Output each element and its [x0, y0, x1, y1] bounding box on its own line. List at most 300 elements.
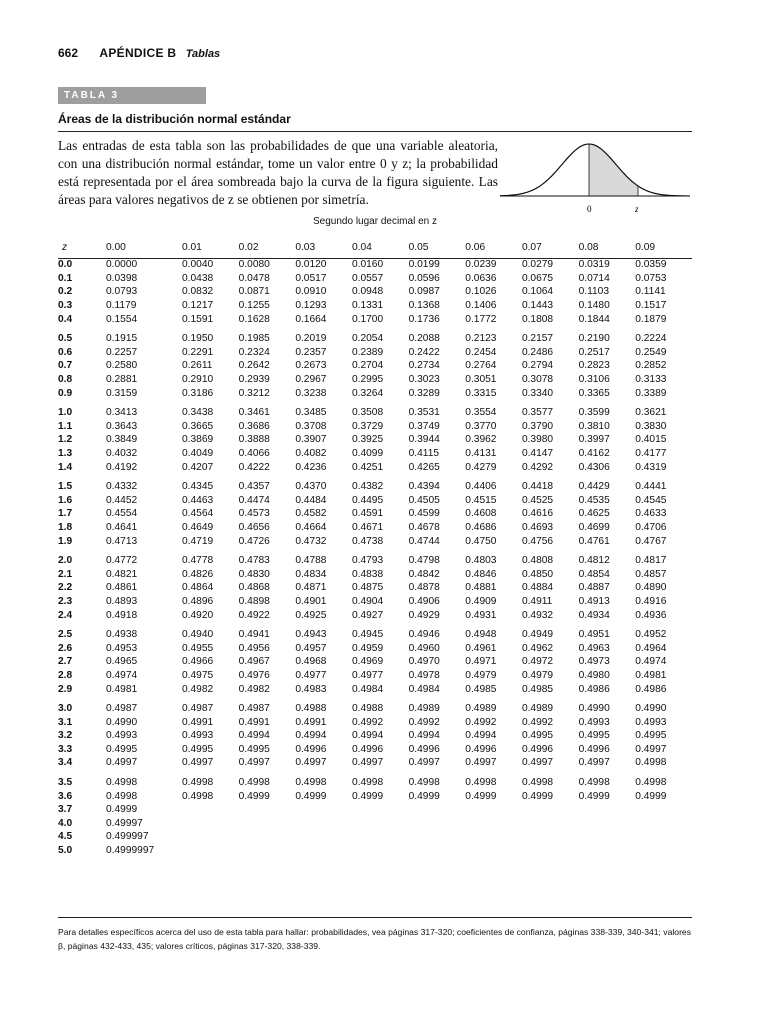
table-cell: 0.4979	[465, 669, 497, 681]
z-value: 2.1	[58, 568, 73, 580]
table-cell: 0.4066	[238, 448, 270, 460]
table-cell: 0.4983	[295, 683, 327, 695]
table-cell: 0.2291	[182, 346, 214, 358]
table-row	[58, 595, 692, 609]
table-cell	[522, 844, 579, 858]
table-cell: 0.4599	[408, 508, 440, 520]
label-z: z	[635, 204, 639, 214]
table-cell: 0.4222	[238, 461, 270, 473]
table-cell: 0.4881	[465, 582, 497, 594]
table-cell: 0.4319	[635, 461, 667, 473]
table-cell	[465, 803, 522, 817]
table-row	[58, 420, 692, 434]
table-cell: 0.0596	[408, 272, 440, 284]
table-cell: 0.3212	[238, 387, 270, 399]
table-cell: 0.4162	[578, 448, 610, 460]
table-cell: 0.4573	[238, 508, 270, 520]
table-cell: 0.0987	[408, 286, 440, 298]
table-cell: 0.4956	[238, 642, 270, 654]
z-value: 2.4	[58, 609, 73, 621]
table-cell: 0.4982	[182, 683, 214, 695]
table-cell: 0.3023	[408, 374, 440, 386]
table-cell: 0.4941	[238, 629, 270, 641]
table-cell: 0.4936	[635, 609, 667, 621]
z-value: 1.8	[58, 521, 73, 533]
table-cell: 0.3665	[182, 420, 214, 432]
table-row	[58, 359, 692, 373]
z-value: 0.4	[58, 313, 73, 325]
table-cell: 0.4931	[465, 609, 497, 621]
table-cell: 0.4995	[106, 743, 138, 755]
table-cell: 0.499997	[106, 831, 149, 843]
table-cell: 0.4978	[408, 669, 440, 681]
table-cell: 0.3238	[295, 387, 327, 399]
z-value: 3.7	[58, 804, 73, 816]
z-value: 1.2	[58, 434, 73, 446]
table-cell: 0.1772	[465, 313, 497, 325]
table-cell: 0.4778	[182, 555, 214, 567]
table-cell: 0.3888	[238, 434, 270, 446]
table-cell: 0.4515	[465, 494, 497, 506]
table-cell: 0.3869	[182, 434, 214, 446]
table-row	[58, 789, 692, 803]
table-cell: 0.4192	[106, 461, 138, 473]
table-cell: 0.4996	[408, 743, 440, 755]
table-cell: 0.1179	[106, 300, 137, 312]
table-row	[58, 655, 692, 669]
z-value: 3.3	[58, 743, 73, 755]
table-cell: 0.4993	[635, 716, 667, 728]
table-cell: 0.4830	[238, 568, 270, 580]
table-cell: 0.4484	[295, 494, 327, 506]
table-cell	[352, 817, 409, 831]
table-cell: 0.4686	[465, 521, 497, 533]
table-cell: 0.3389	[635, 387, 667, 399]
table-cell: 0.2324	[238, 346, 270, 358]
table-cell: 0.4015	[635, 434, 667, 446]
table-cell: 0.4997	[465, 757, 497, 769]
table-cell: 0.1255	[238, 300, 270, 312]
table-cell: 0.4418	[521, 481, 554, 493]
table-cell: 0.1293	[295, 300, 327, 312]
table-cell: 0.4997	[238, 757, 270, 769]
table-cell	[352, 830, 409, 844]
table-cell: 0.4441	[635, 481, 667, 493]
table-cell: 0.0675	[521, 272, 554, 284]
z-column-header: z	[62, 241, 68, 253]
table-cell: 0.1064	[521, 286, 554, 298]
table-cell: 0.4997	[351, 757, 384, 769]
table-cell: 0.4236	[295, 461, 327, 473]
table-cell: 0.0279	[521, 259, 554, 271]
table-cell	[182, 830, 239, 844]
table-cell: 0.4964	[635, 642, 667, 654]
table-cell: 0.3749	[408, 420, 440, 432]
z-value: 1.5	[58, 481, 73, 493]
table-cell: 0.0793	[106, 286, 138, 298]
table-cell: 0.1808	[521, 313, 554, 325]
table-cell	[579, 830, 636, 844]
table-cell: 0.0080	[238, 259, 270, 271]
section-title: APÉNDICE B	[99, 46, 177, 60]
z-value: 3.2	[58, 730, 73, 742]
z-value: 0.6	[58, 346, 73, 358]
table-cell	[182, 817, 239, 831]
table-cell: 0.4649	[182, 521, 214, 533]
table-cell: 0.4986	[635, 683, 667, 695]
table-cell: 0.2257	[106, 346, 138, 358]
z-value: 1.7	[58, 508, 73, 520]
table-cell	[239, 817, 296, 831]
table-cell: 0.4927	[351, 609, 384, 621]
table-cell: 0.1736	[408, 313, 440, 325]
table-cell: 0.4998	[106, 790, 138, 802]
table-cell: 0.4999	[521, 790, 554, 802]
table-cell: 0.4767	[635, 535, 667, 547]
table-cell: 0.0636	[465, 272, 497, 284]
table-cell: 0.2389	[351, 346, 384, 358]
table-cell: 0.4999	[295, 790, 327, 802]
table-cell: 0.2794	[521, 360, 554, 372]
table-cell: 0.0000	[106, 259, 138, 271]
table-cell: 0.4756	[521, 535, 554, 547]
table-cell: 0.4726	[238, 535, 270, 547]
table-cell: 0.4996	[351, 743, 384, 755]
table-row	[58, 682, 692, 696]
table-cell: 0.2549	[635, 346, 667, 358]
table-cell: 0.4582	[295, 508, 327, 520]
table-cell: 0.4940	[182, 629, 214, 641]
header-rule	[58, 258, 692, 259]
table-cell: 0.3461	[238, 407, 270, 419]
table-cell	[635, 844, 692, 858]
table-row	[58, 521, 692, 535]
table-cell: 0.4946	[408, 629, 440, 641]
table-cell: 0.2454	[465, 346, 497, 358]
table-cell: 0.4984	[408, 683, 440, 695]
table-cell: 0.4884	[521, 582, 554, 594]
table-cell: 0.3729	[351, 420, 384, 432]
table-cell: 0.4987	[182, 703, 214, 715]
table-cell: 0.4943	[295, 629, 327, 641]
table-cell: 0.2734	[408, 360, 440, 372]
table-cell: 0.4992	[465, 716, 497, 728]
table-cell: 0.4999	[408, 790, 440, 802]
z-value: 1.1	[58, 420, 73, 432]
table-row	[58, 272, 692, 286]
table-cell: 0.4906	[408, 595, 440, 607]
table-row	[58, 312, 692, 326]
table-cell: 0.2611	[182, 360, 213, 372]
column-header: 0.00	[106, 241, 126, 253]
table-cell: 0.4951	[578, 629, 610, 641]
table-cell: 0.2190	[578, 333, 610, 345]
table-cell: 0.4772	[106, 555, 138, 567]
z-value: 1.6	[58, 494, 73, 506]
table-cell: 0.4922	[238, 609, 270, 621]
table-row	[58, 715, 692, 729]
table-cell: 0.4713	[106, 535, 138, 547]
table-cell: 0.1985	[238, 333, 270, 345]
table-cell: 0.4998	[182, 777, 214, 789]
table-cell: 0.3508	[351, 407, 384, 419]
table-cell: 0.3944	[408, 434, 440, 446]
table-cell: 0.4693	[521, 521, 554, 533]
table-cell: 0.4812	[578, 555, 610, 567]
table-cell: 0.4949	[521, 629, 554, 641]
table-cell: 0.4998	[521, 777, 554, 789]
table-cell: 0.4990	[635, 703, 667, 715]
table-row	[58, 669, 692, 683]
z-value: 3.4	[58, 757, 73, 769]
table-cell: 0.4699	[578, 521, 610, 533]
table-cell: 0.4251	[351, 461, 384, 473]
table-cell: 0.4977	[351, 669, 384, 681]
table-cell: 0.4890	[635, 582, 667, 594]
table-cell	[409, 803, 466, 817]
table-cell: 0.2486	[521, 346, 554, 358]
table-cell: 0.0319	[578, 259, 610, 271]
table-cell: 0.3686	[238, 420, 270, 432]
table-cell: 0.4994	[295, 730, 327, 742]
table-cell: 0.4974	[635, 656, 667, 668]
table-cell: 0.3830	[635, 420, 667, 432]
table-cell: 0.0557	[351, 272, 384, 284]
table-cell: 0.4909	[465, 595, 497, 607]
column-header: 0.07	[521, 241, 542, 253]
table-label: TABLA 3	[58, 87, 206, 104]
table-cell: 0.3708	[295, 420, 327, 432]
table-cell: 0.4706	[635, 521, 667, 533]
table-cell: 0.0359	[635, 259, 667, 271]
table-cell: 0.3106	[578, 374, 610, 386]
table-cell: 0.4591	[351, 508, 384, 520]
column-header: 0.02	[238, 241, 259, 253]
table-cell: 0.2910	[182, 374, 214, 386]
z-value: 1.4	[58, 461, 73, 473]
table-cell: 0.4857	[635, 568, 667, 580]
table-cell: 0.2517	[578, 346, 610, 358]
table-cell: 0.4997	[295, 757, 327, 769]
column-header: 0.08	[578, 241, 599, 253]
table-row	[58, 702, 692, 716]
table-cell: 0.4976	[238, 669, 270, 681]
table-cell	[239, 844, 296, 858]
table-cell: 0.4987	[106, 703, 138, 715]
table-cell: 0.4992	[408, 716, 440, 728]
table-cell: 0.4975	[182, 669, 214, 681]
table-cell: 0.2019	[295, 333, 327, 345]
table-cell: 0.4838	[351, 568, 384, 580]
table-caption: Segundo lugar decimal en z	[313, 216, 437, 227]
z-value: 3.0	[58, 703, 73, 715]
table-cell: 0.1217	[182, 300, 214, 312]
table-row	[58, 507, 692, 521]
table-cell: 0.4826	[182, 568, 214, 580]
table-cell: 0.4965	[106, 656, 138, 668]
table-cell: 0.0948	[351, 286, 384, 298]
table-cell	[352, 844, 409, 858]
table-cell: 0.4997	[182, 757, 214, 769]
table-cell	[522, 817, 579, 831]
table-row	[58, 641, 692, 655]
table-cell: 0.4357	[238, 481, 270, 493]
table-cell: 0.3554	[465, 407, 497, 419]
table-cell: 0.3315	[465, 387, 497, 399]
table-cell: 0.1628	[238, 313, 270, 325]
table-cell: 0.0517	[295, 272, 327, 284]
table-cell: 0.4783	[238, 555, 270, 567]
table-cell: 0.2967	[295, 374, 327, 386]
table-cell: 0.4990	[578, 703, 610, 715]
table-row	[58, 817, 692, 831]
table-cell: 0.0832	[182, 286, 214, 298]
table-cell: 0.4641	[106, 521, 138, 533]
table-cell: 0.4995	[238, 743, 270, 755]
table-cell: 0.4625	[578, 508, 610, 520]
table-cell: 0.4968	[295, 656, 327, 668]
table-cell: 0.4854	[578, 568, 610, 580]
table-cell: 0.4989	[465, 703, 497, 715]
table-cell: 0.4082	[295, 448, 327, 460]
table-cell: 0.1480	[578, 300, 610, 312]
table-cell: 0.4952	[635, 629, 667, 641]
table-cell: 0.4998	[578, 777, 610, 789]
table-cell: 0.4995	[578, 730, 610, 742]
table-cell: 0.4991	[238, 716, 270, 728]
table-cell: 0.4868	[238, 582, 270, 594]
table-row	[58, 756, 692, 770]
table-cell: 0.4925	[295, 609, 327, 621]
z-value: 0.2	[58, 286, 73, 298]
table-cell: 0.3340	[521, 387, 554, 399]
z-value: 0.1	[58, 272, 73, 284]
table-cell: 0.4934	[578, 609, 610, 621]
table-cell: 0.2054	[351, 333, 384, 345]
table-cell: 0.3159	[106, 387, 138, 399]
table-cell: 0.4821	[106, 568, 138, 580]
table-cell: 0.0871	[238, 286, 270, 298]
table-cell: 0.4974	[106, 669, 138, 681]
z-value: 0.3	[58, 300, 73, 312]
z-value: 0.0	[58, 259, 73, 271]
table-cell: 0.4901	[295, 595, 327, 607]
table-cell: 0.4995	[182, 743, 214, 755]
table-cell: 0.0040	[182, 259, 214, 271]
table-cell: 0.4962	[521, 642, 554, 654]
table-cell: 0.4292	[521, 461, 554, 473]
table-cell: 0.4394	[408, 481, 440, 493]
table-cell: 0.4998	[408, 777, 440, 789]
table-cell	[579, 844, 636, 858]
intro-paragraph	[58, 137, 498, 209]
table-cell: 0.4996	[578, 743, 610, 755]
table-cell: 0.4997	[408, 757, 440, 769]
z-value: 0.9	[58, 387, 73, 399]
z-value: 1.0	[58, 407, 73, 419]
table-cell: 0.4545	[635, 494, 667, 506]
table-cell: 0.4871	[295, 582, 327, 594]
table-row	[58, 743, 692, 757]
table-cell: 0.4998	[295, 777, 327, 789]
table-cell: 0.4834	[295, 568, 327, 580]
table-cell: 0.4875	[351, 582, 384, 594]
z-value: 3.6	[58, 790, 73, 802]
table-cell: 0.4798	[408, 555, 440, 567]
table-cell: 0.4719	[182, 535, 214, 547]
table-cell: 0.2088	[408, 333, 440, 345]
table-cell	[635, 830, 692, 844]
table-cell: 0.4032	[106, 448, 138, 460]
column-header: 0.04	[351, 241, 372, 253]
table-cell: 0.3621	[635, 407, 667, 419]
table-cell: 0.1664	[295, 313, 327, 325]
z-value: 2.6	[58, 642, 73, 654]
table-cell: 0.4898	[238, 595, 270, 607]
table-cell: 0.3980	[521, 434, 554, 446]
table-cell: 0.4981	[635, 669, 667, 681]
table-cell: 0.3770	[465, 420, 497, 432]
table-cell: 0.4761	[578, 535, 610, 547]
table-cell: 0.4996	[295, 743, 327, 755]
table-cell: 0.3599	[578, 407, 610, 419]
z-value: 3.1	[58, 716, 73, 728]
table-row	[58, 332, 692, 346]
z-value: 0.8	[58, 374, 73, 386]
table-cell: 0.4999	[238, 790, 270, 802]
table-title: Áreas de la distribución normal estándar	[58, 112, 291, 126]
table-cell: 0.4991	[182, 716, 214, 728]
table-cell: 0.4995	[635, 730, 667, 742]
table-cell: 0.3907	[295, 434, 327, 446]
table-cell: 0.4803	[465, 555, 497, 567]
column-header: 0.01	[182, 241, 202, 253]
table-cell: 0.4994	[408, 730, 440, 742]
z-value: 0.7	[58, 360, 73, 372]
z-value: 2.8	[58, 669, 73, 681]
table-cell: 0.4861	[106, 582, 138, 594]
table-cell: 0.4279	[465, 461, 497, 473]
table-cell: 0.1915	[106, 333, 138, 345]
table-cell: 0.3133	[635, 374, 667, 386]
footnote: Para detalles específicos acerca del uso de esta tabla para hallar: probabilidades, vea páginas 317-320; coeficientes de confianza, páginas 338-339, 340-341; valores β, páginas 432-433, 435; valores críticos, páginas 317-320, 338-339.	[58, 927, 692, 951]
table-cell: 0.4788	[295, 555, 327, 567]
table-cell: 0.4963	[578, 642, 610, 654]
table-row	[58, 628, 692, 642]
table-cell	[239, 803, 296, 817]
table-cell: 0.4999	[106, 804, 138, 816]
table-cell: 0.4535	[578, 494, 610, 506]
z-value: 2.2	[58, 582, 73, 594]
table-row	[58, 386, 692, 400]
table-cell: 0.4664	[295, 521, 327, 533]
table-cell: 0.4495	[351, 494, 384, 506]
table-cell: 0.2764	[465, 360, 497, 372]
table-row	[58, 803, 692, 817]
table-cell: 0.1591	[182, 313, 214, 325]
table-cell: 0.4989	[521, 703, 554, 715]
table-row	[58, 567, 692, 581]
table-cell: 0.4406	[465, 481, 497, 493]
table-cell: 0.4984	[351, 683, 384, 695]
column-header: 0.05	[408, 241, 429, 253]
table-cell: 0.4678	[408, 521, 440, 533]
table-cell	[182, 844, 239, 858]
table-cell: 0.4966	[182, 656, 214, 668]
table-cell	[635, 803, 692, 817]
table-cell	[579, 817, 636, 831]
table-cell: 0.4656	[238, 521, 270, 533]
